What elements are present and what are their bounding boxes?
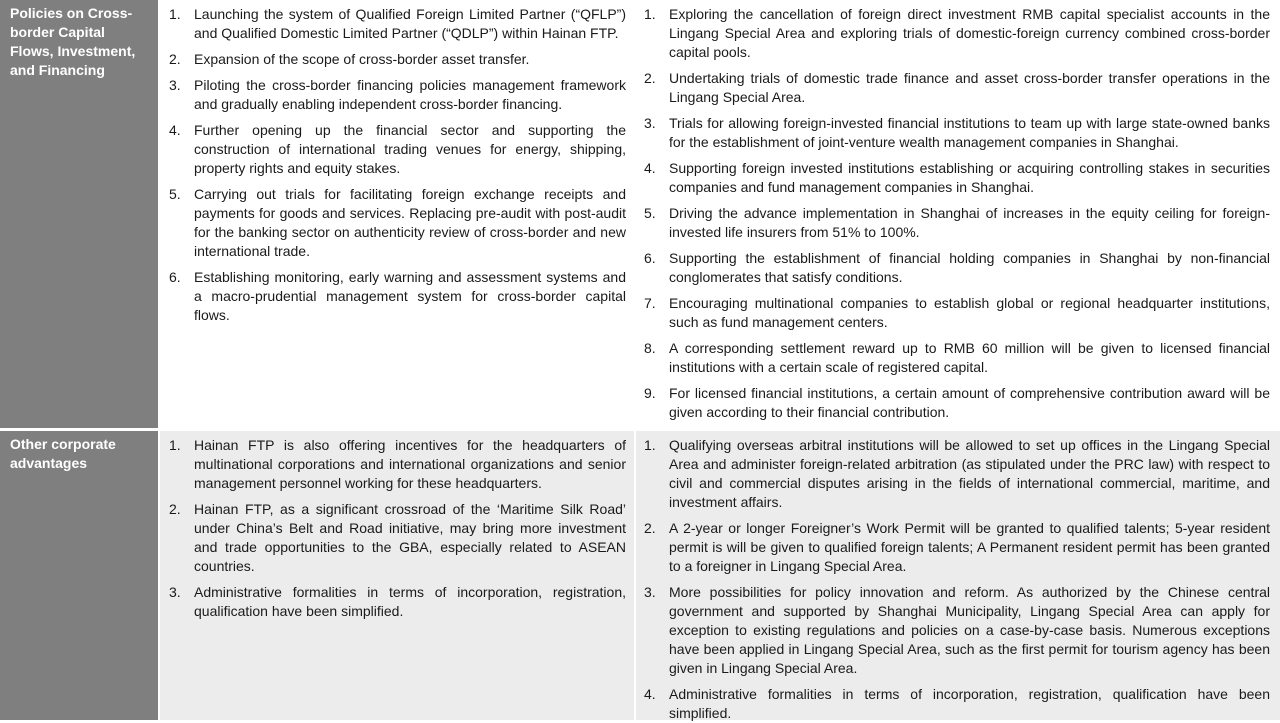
item-text: Further opening up the financial sector and supporting the construction of international trading venues for energy, shipping, property rights and equity stakes. (194, 122, 626, 176)
item-number: 5. (169, 186, 181, 202)
item-text: Establishing monitoring, early warning and assessment systems and a macro-prudential management system for cross-border capital flows. (194, 269, 626, 323)
row-heading: Policies on Cross-border Capital Flows, Investment, and Financing (0, 0, 158, 428)
item-text: Undertaking trials of domestic trade finance and asset cross-border transfer operations in the Lingang Special Area. (669, 70, 1270, 105)
item-text: Hainan FTP is also offering incentives for the headquarters of multinational corporations and international organizations and senior management personnel working for these headquarters. (194, 437, 626, 491)
item-number: 2. (169, 51, 181, 67)
hainan-policy-list (160, 0, 634, 325)
item-number: 3. (644, 115, 656, 131)
item-text: Administrative formalities in terms of incorporation, registration, qualification have been simplified. (194, 584, 626, 619)
item-text: Exploring the cancellation of foreign direct investment RMB capital specialist accounts in the Lingang Special Area and exploring trials of domestic-foreign currency combined cross-border capital pools. (669, 6, 1270, 60)
item-number: 6. (169, 269, 181, 285)
item-text: Trials for allowing foreign-invested financial institutions to team up with large state-owned banks for the establishment of joint-venture wealth management companies in Shanghai. (669, 115, 1270, 150)
item-number: 2. (644, 520, 656, 536)
hainan-column (160, 431, 634, 720)
item-text: Supporting foreign invested institutions establishing or acquiring controlling stakes in securities companies and fund management companies in Shanghai. (669, 160, 1270, 195)
list-item (636, 69, 1280, 107)
item-text: More possibilities for policy innovation and reform. As authorized by the Chinese central government and supported by Shanghai Municipality, Lingang Special Area can apply for exception to existing regulations and policies on a case-by-case basis. Numerous exceptions have been applied in Lingang Special Area, such as the first permit for tourism agency has been given in Lingang Special Area. (669, 584, 1270, 676)
list-item (160, 50, 634, 69)
item-number: 2. (169, 501, 181, 517)
list-item (636, 384, 1280, 422)
list-item (160, 76, 634, 114)
list-item (636, 5, 1280, 62)
list-item (636, 249, 1280, 287)
item-number: 8. (644, 340, 656, 356)
item-number: 4. (644, 686, 656, 702)
item-text: Expansion of the scope of cross-border asset transfer. (194, 51, 530, 67)
list-item (636, 685, 1280, 723)
item-number: 4. (169, 122, 181, 138)
item-text: A corresponding settlement reward up to RMB 60 million will be given to licensed financial institutions with a certain scale of registered capital. (669, 340, 1270, 375)
item-number: 1. (644, 437, 656, 453)
list-item (160, 121, 634, 178)
item-number: 9. (644, 385, 656, 401)
list-item (636, 294, 1280, 332)
item-number: 6. (644, 250, 656, 266)
item-text: Hainan FTP, as a significant crossroad of the ‘Maritime Silk Road’ under China’s Belt and Road initiative, may bring more investment and trade opportunities to the GBA, especially related to ASEAN countries. (194, 501, 626, 574)
item-number: 1. (169, 437, 181, 453)
item-number: 7. (644, 295, 656, 311)
lingang-column (636, 431, 1280, 720)
list-item (636, 436, 1280, 512)
item-number: 4. (644, 160, 656, 176)
list-item (160, 583, 634, 621)
list-item (636, 204, 1280, 242)
lingang-advantages-list (636, 431, 1280, 723)
item-text: Qualifying overseas arbitral institutions will be allowed to set up offices in the Lingang Special Area and administer foreign-related arbitration (as stipulated under the PRC law) with respect to civil and commercial disputes arising in the fields of international commercial, maritime, and investment affairs. (669, 437, 1270, 510)
item-number: 3. (169, 584, 181, 600)
list-item (160, 500, 634, 576)
lingang-column (636, 0, 1280, 428)
list-item (160, 268, 634, 325)
item-number: 1. (169, 6, 181, 22)
item-number: 5. (644, 205, 656, 221)
list-item (160, 5, 634, 43)
advantages-row (0, 431, 1280, 720)
item-number: 1. (644, 6, 656, 22)
item-text: For licensed financial institutions, a certain amount of comprehensive contribution award will be given according to their financial contribution. (669, 385, 1270, 420)
item-number: 3. (644, 584, 656, 600)
item-number: 3. (169, 77, 181, 93)
hainan-advantages-list (160, 431, 634, 621)
lingang-policy-list (636, 0, 1280, 422)
list-item (636, 583, 1280, 678)
item-number: 2. (644, 70, 656, 86)
item-text: Supporting the establishment of financial holding companies in Shanghai by non-financial conglomerates that satisfy conditions. (669, 250, 1270, 285)
list-item (636, 519, 1280, 576)
item-text: Encouraging multinational companies to establish global or regional headquarter institutions, such as fund management centers. (669, 295, 1270, 330)
row-heading: Other corporate advantages (0, 431, 158, 720)
list-item (636, 339, 1280, 377)
item-text: Administrative formalities in terms of incorporation, registration, qualification have been simplified. (669, 686, 1270, 721)
hainan-column (160, 0, 634, 428)
list-item (160, 436, 634, 493)
list-item (160, 185, 634, 261)
item-text: Launching the system of Qualified Foreign Limited Partner (“QFLP”) and Qualified Domestic Limited Partner (“QDLP”) within Hainan FTP. (194, 6, 626, 41)
item-text: Piloting the cross-border financing policies management framework and gradually enabling independent cross-border financing. (194, 77, 626, 112)
item-text: Driving the advance implementation in Shanghai of increases in the equity ceiling for foreign-invested life insurers from 51% to 100%. (669, 205, 1270, 240)
item-text: A 2-year or longer Foreigner’s Work Permit will be granted to qualified talents; 5-year resident permit is will be given to qualified foreign talents; A Permanent resident permit has been granted to a foreigner in Lingang Special Area. (669, 520, 1270, 574)
list-item (636, 159, 1280, 197)
item-text: Carrying out trials for facilitating foreign exchange receipts and payments for goods and services. Replacing pre-audit with post-audit for the banking sector on authenticity review of cross-border and new international trade. (194, 186, 626, 259)
list-item (636, 114, 1280, 152)
